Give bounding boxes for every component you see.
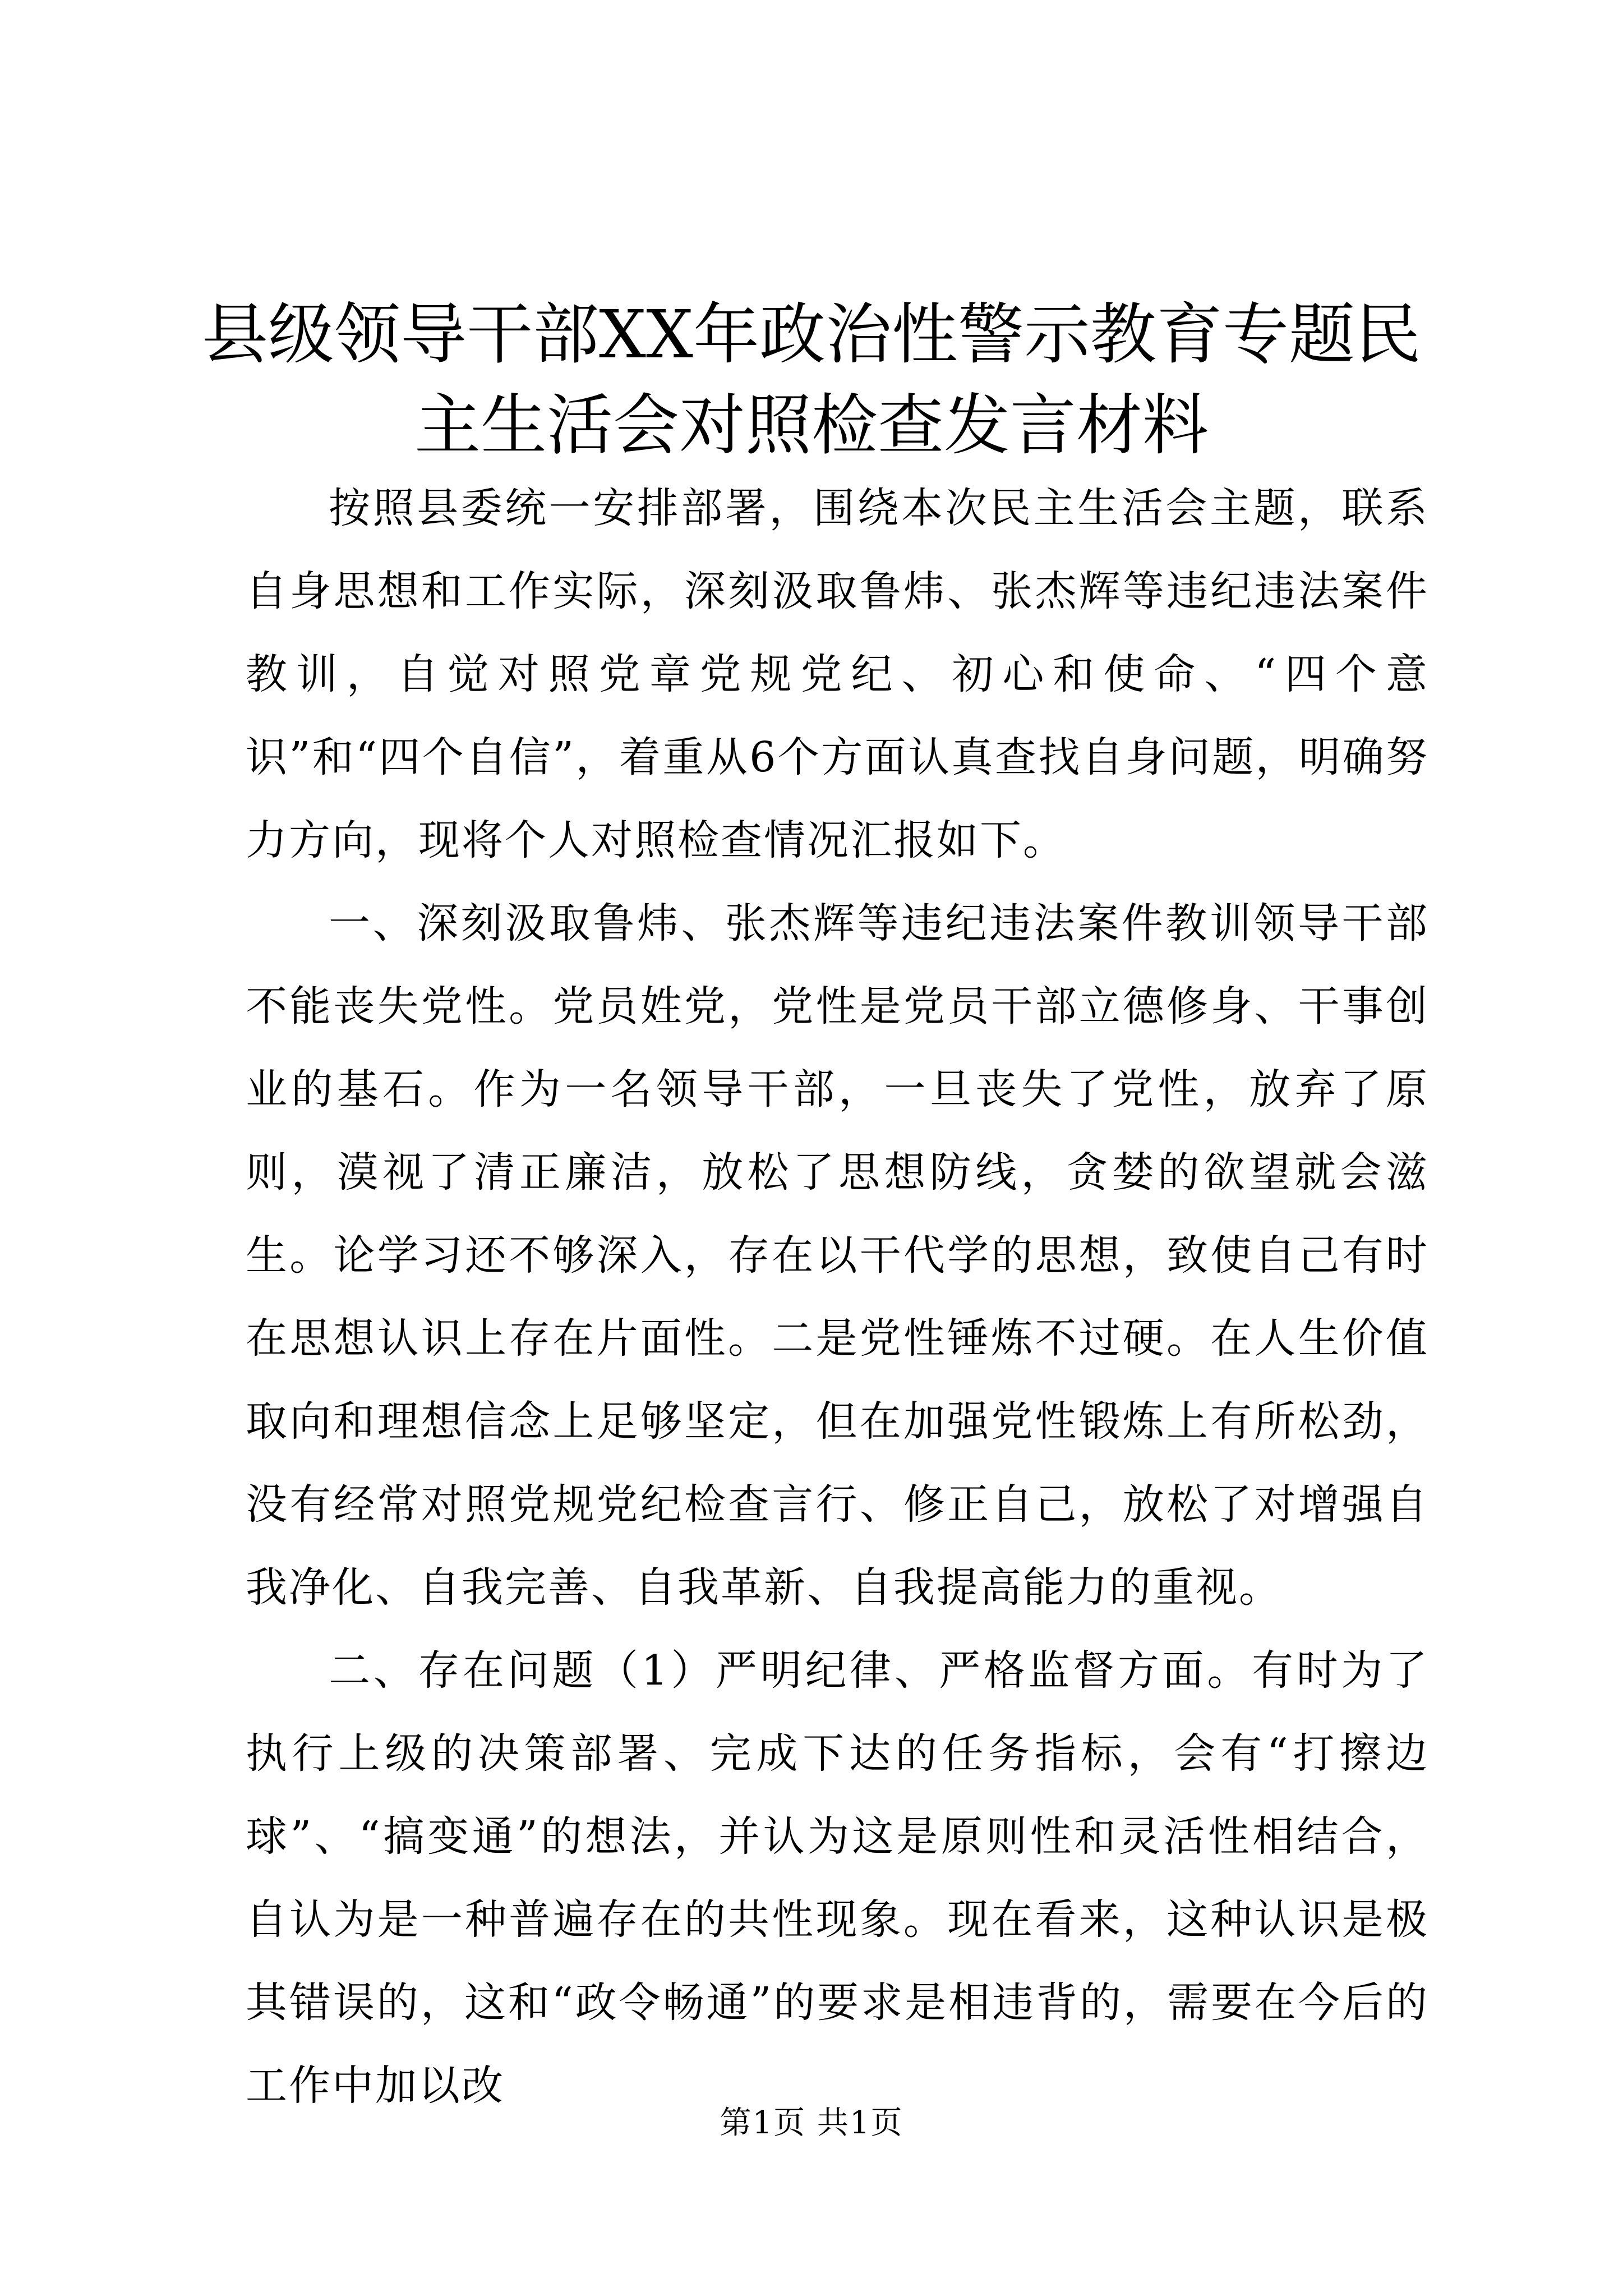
page-footer: 第1页 共1页 <box>720 2105 903 2141</box>
paragraph-section-two: 二、存在问题（1）严明纪律、严格监督方面。有时为了执行上级的决策部署、完成下达的任务指标，会有“打擦边球”、“搞变通”的想法，并认为这是原则性和灵活性相结合，自认为是一种普遍存在的共性现象。现在看来，这种认识是极其错误的，这和“政令畅通”的要求是相违背的，需要在今后的工作中加以改 <box>246 1646 1429 2110</box>
paragraph-intro: 按照县委统一安排部署，围绕本次民主生活会主题，联系自身思想和工作实际，深刻汲取鲁炜、张杰辉等违纪违法案件教训，自觉对照党章党规党纪、初心和使命、“四个意识”和“四个自信”，着重从6个方面认真查找自身问题，明确努力方向，现将个人对照检查情况汇报如下。 <box>246 484 1429 864</box>
document-title: 县级领导干部XX年政治性警示教育专题民主生活会对照检查发言材料 <box>202 296 1422 464</box>
paragraph-section-one: 一、深刻汲取鲁炜、张杰辉等违纪违法案件教训领导干部不能丧失党性。党员姓党，党性是党员干部立德修身、干事创业的基石。作为一名领导干部，一旦丧失了党性，放弃了原则，漠视了清正廉洁，放松了思想防线，贪婪的欲望就会滋生。论学习还不够深入，存在以干代学的思想，致使自己有时在思想认识上存在片面性。二是党性锤炼不过硬。在人生价值取向和理想信念上足够坚定，但在加强党性锻炼上有所松劲，没有经常对照党规党纪检查言行、修正自己，放松了对增强自我净化、自我完善、自我革新、自我提高能力的重视。 <box>246 899 1429 1612</box>
document-body <box>246 467 1429 2127</box>
